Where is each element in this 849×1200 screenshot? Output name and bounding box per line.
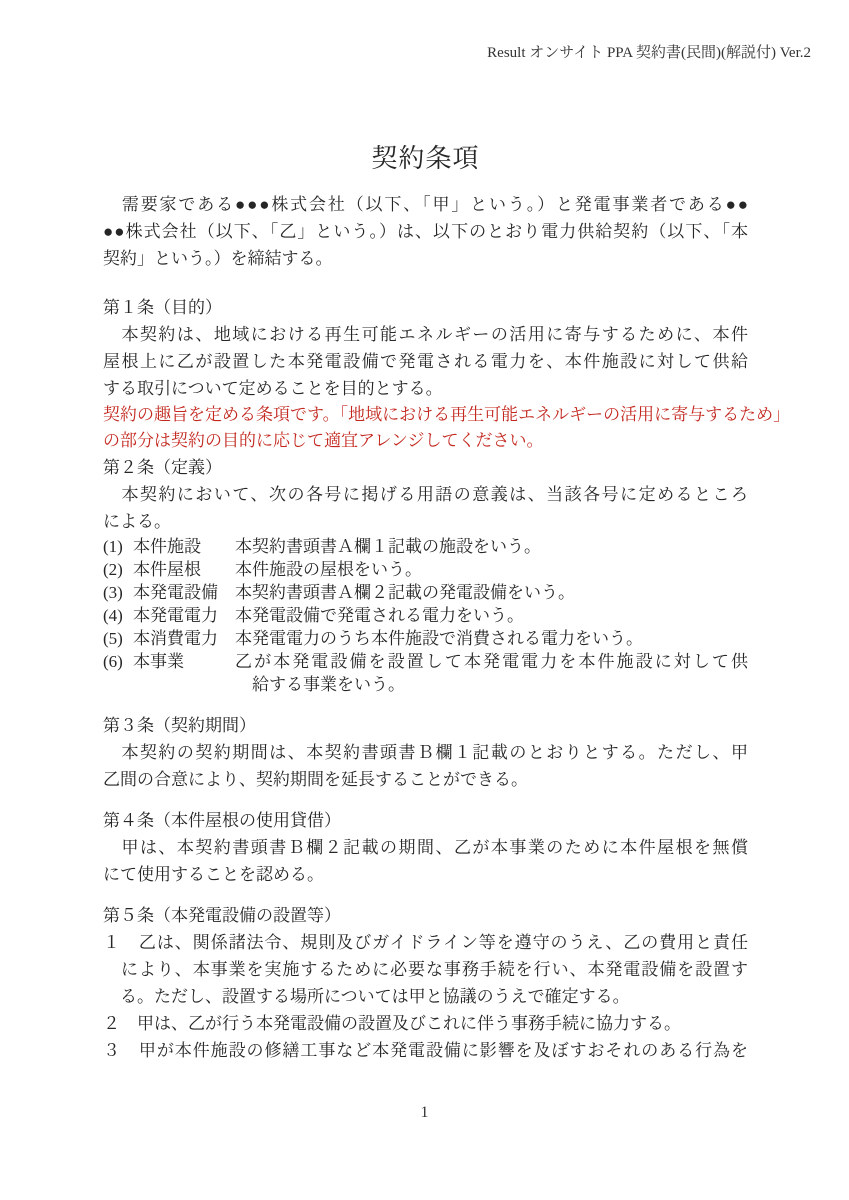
clause-line: により、本事業を実施するために必要な事務手続を行い、本発電設備を設置す — [103, 960, 748, 979]
definition-description-line: 本件施設の屋根をいう。 — [235, 560, 422, 579]
article-line: 甲は、本契約書頭書Ｂ欄２記載の期間、乙が本事業のために本件屋根を無償 — [103, 838, 748, 857]
definition-item — [103, 581, 748, 604]
definition-description — [235, 627, 748, 650]
definition-description-line: 本発電設備で発電される電力をいう。 — [235, 606, 524, 625]
intro-line: ●●株式会社（以下、「乙」という。）は、以下のとおり電力供給契約（以下、「本 — [103, 222, 748, 241]
article-line: 本契約において、次の各号に掲げる用語の意義は、当該各号に定めるところ — [103, 485, 748, 504]
definition-description-line: 本契約書頭書Ａ欄１記載の施設をいう。 — [235, 537, 541, 556]
definition-item — [103, 535, 748, 558]
clause-line: ３ 甲が本件施設の修繕工事など本発電設備に影響を及ぼすおそれのある行為を — [103, 1041, 748, 1060]
article-line: 屋根上に乙が設置した本発電設備で発電される電力を、本件施設に対して供給 — [103, 352, 748, 371]
definition-number: (2) — [103, 560, 123, 579]
definition-item — [103, 558, 748, 581]
article-section — [103, 712, 748, 793]
intro-paragraph — [103, 191, 748, 272]
page-title: 契約条項 — [371, 144, 480, 173]
definition-term: 本件施設 — [133, 537, 201, 556]
page-number: 1 — [420, 1104, 429, 1121]
definition-number: (6) — [103, 652, 123, 671]
definition-description-line: 本契約書頭書Ａ欄２記載の発電設備をいう。 — [235, 583, 575, 602]
definition-term: 本件屋根 — [133, 560, 201, 579]
definition-term: 本発電設備 — [133, 583, 218, 602]
article-heading: 第２条（定義） — [103, 458, 222, 477]
intro-line: 契約」という。）を締結する。 — [103, 249, 333, 268]
intro-line: 需要家である●●●株式会社（以下、「甲」という。）と発電事業者である●● — [103, 195, 748, 214]
definition-term: 本発電電力 — [133, 606, 218, 625]
article-line: にて使用することを認める。 — [103, 865, 324, 884]
clause-line: ２ 甲は、乙が行う本発電設備の設置及びこれに伴う事務手続に協力する。 — [103, 1014, 681, 1033]
article-line: 本契約は、地域における再生可能エネルギーの活用に寄与するために、本件 — [103, 325, 748, 344]
document-articles — [103, 294, 791, 1064]
article-line: する取引について定めることを目的とする。 — [103, 379, 443, 398]
article-line: による。 — [103, 512, 171, 531]
article-heading: 第４条（本件屋根の使用貸借） — [103, 811, 341, 830]
article-section — [103, 807, 748, 888]
article-heading: 第３条（契約期間） — [103, 716, 256, 735]
definition-term: 本事業 — [133, 652, 184, 671]
article-line: 乙間の合意により、契約期間を延長することができる。 — [103, 770, 528, 789]
definition-description-line: 乙が本発電設備を設置して本発電電力を本件施設に対して供 — [235, 652, 748, 671]
article-section — [103, 454, 748, 696]
clause-line: １ 乙は、関係諸法令、規則及びガイドライン等を遵守のうえ、乙の費用と責任 — [103, 933, 748, 952]
definition-description — [235, 581, 748, 604]
definition-description — [235, 650, 748, 696]
numbered-clause — [103, 1037, 748, 1064]
definition-number: (5) — [103, 629, 123, 648]
definition-term: 本消費電力 — [133, 629, 218, 648]
numbered-clause — [103, 929, 748, 1010]
article-heading: 第５条（本発電設備の設置等） — [103, 906, 341, 925]
numbered-clause — [103, 1010, 748, 1037]
definition-description — [235, 558, 748, 581]
document-body — [103, 0, 791, 1064]
clause-line: る。ただし、設置する場所については甲と協議のうえで確定する。 — [103, 987, 630, 1006]
definition-item — [103, 627, 748, 650]
definition-description — [235, 604, 748, 627]
article-heading: 第１条（目的） — [103, 298, 222, 317]
definition-description — [235, 535, 748, 558]
definition-number: (4) — [103, 606, 123, 625]
annotation-line: 契約の趣旨を定める条項です。「地域における再生可能エネルギーの活用に寄与するため」 — [103, 405, 791, 424]
article-section — [103, 902, 748, 1064]
annotation-line: の部分は契約の目的に応じて適宜アレンジしてください。 — [103, 431, 544, 450]
definition-number: (1) — [103, 537, 123, 556]
definition-item — [103, 604, 748, 627]
article-line: 本契約の契約期間は、本契約書頭書Ｂ欄１記載のとおりとする。ただし、甲 — [103, 743, 748, 762]
article-section — [103, 294, 791, 454]
definition-item — [103, 650, 748, 696]
definition-description-line: 本発電電力のうち本件施設で消費される電力をいう。 — [235, 629, 643, 648]
document-header-label: Result オンサイト PPA 契約書(民間)(解説付) Ver.2 — [487, 45, 811, 61]
definition-number: (3) — [103, 583, 123, 602]
definition-description-line: 給する事業をいう。 — [235, 675, 405, 694]
